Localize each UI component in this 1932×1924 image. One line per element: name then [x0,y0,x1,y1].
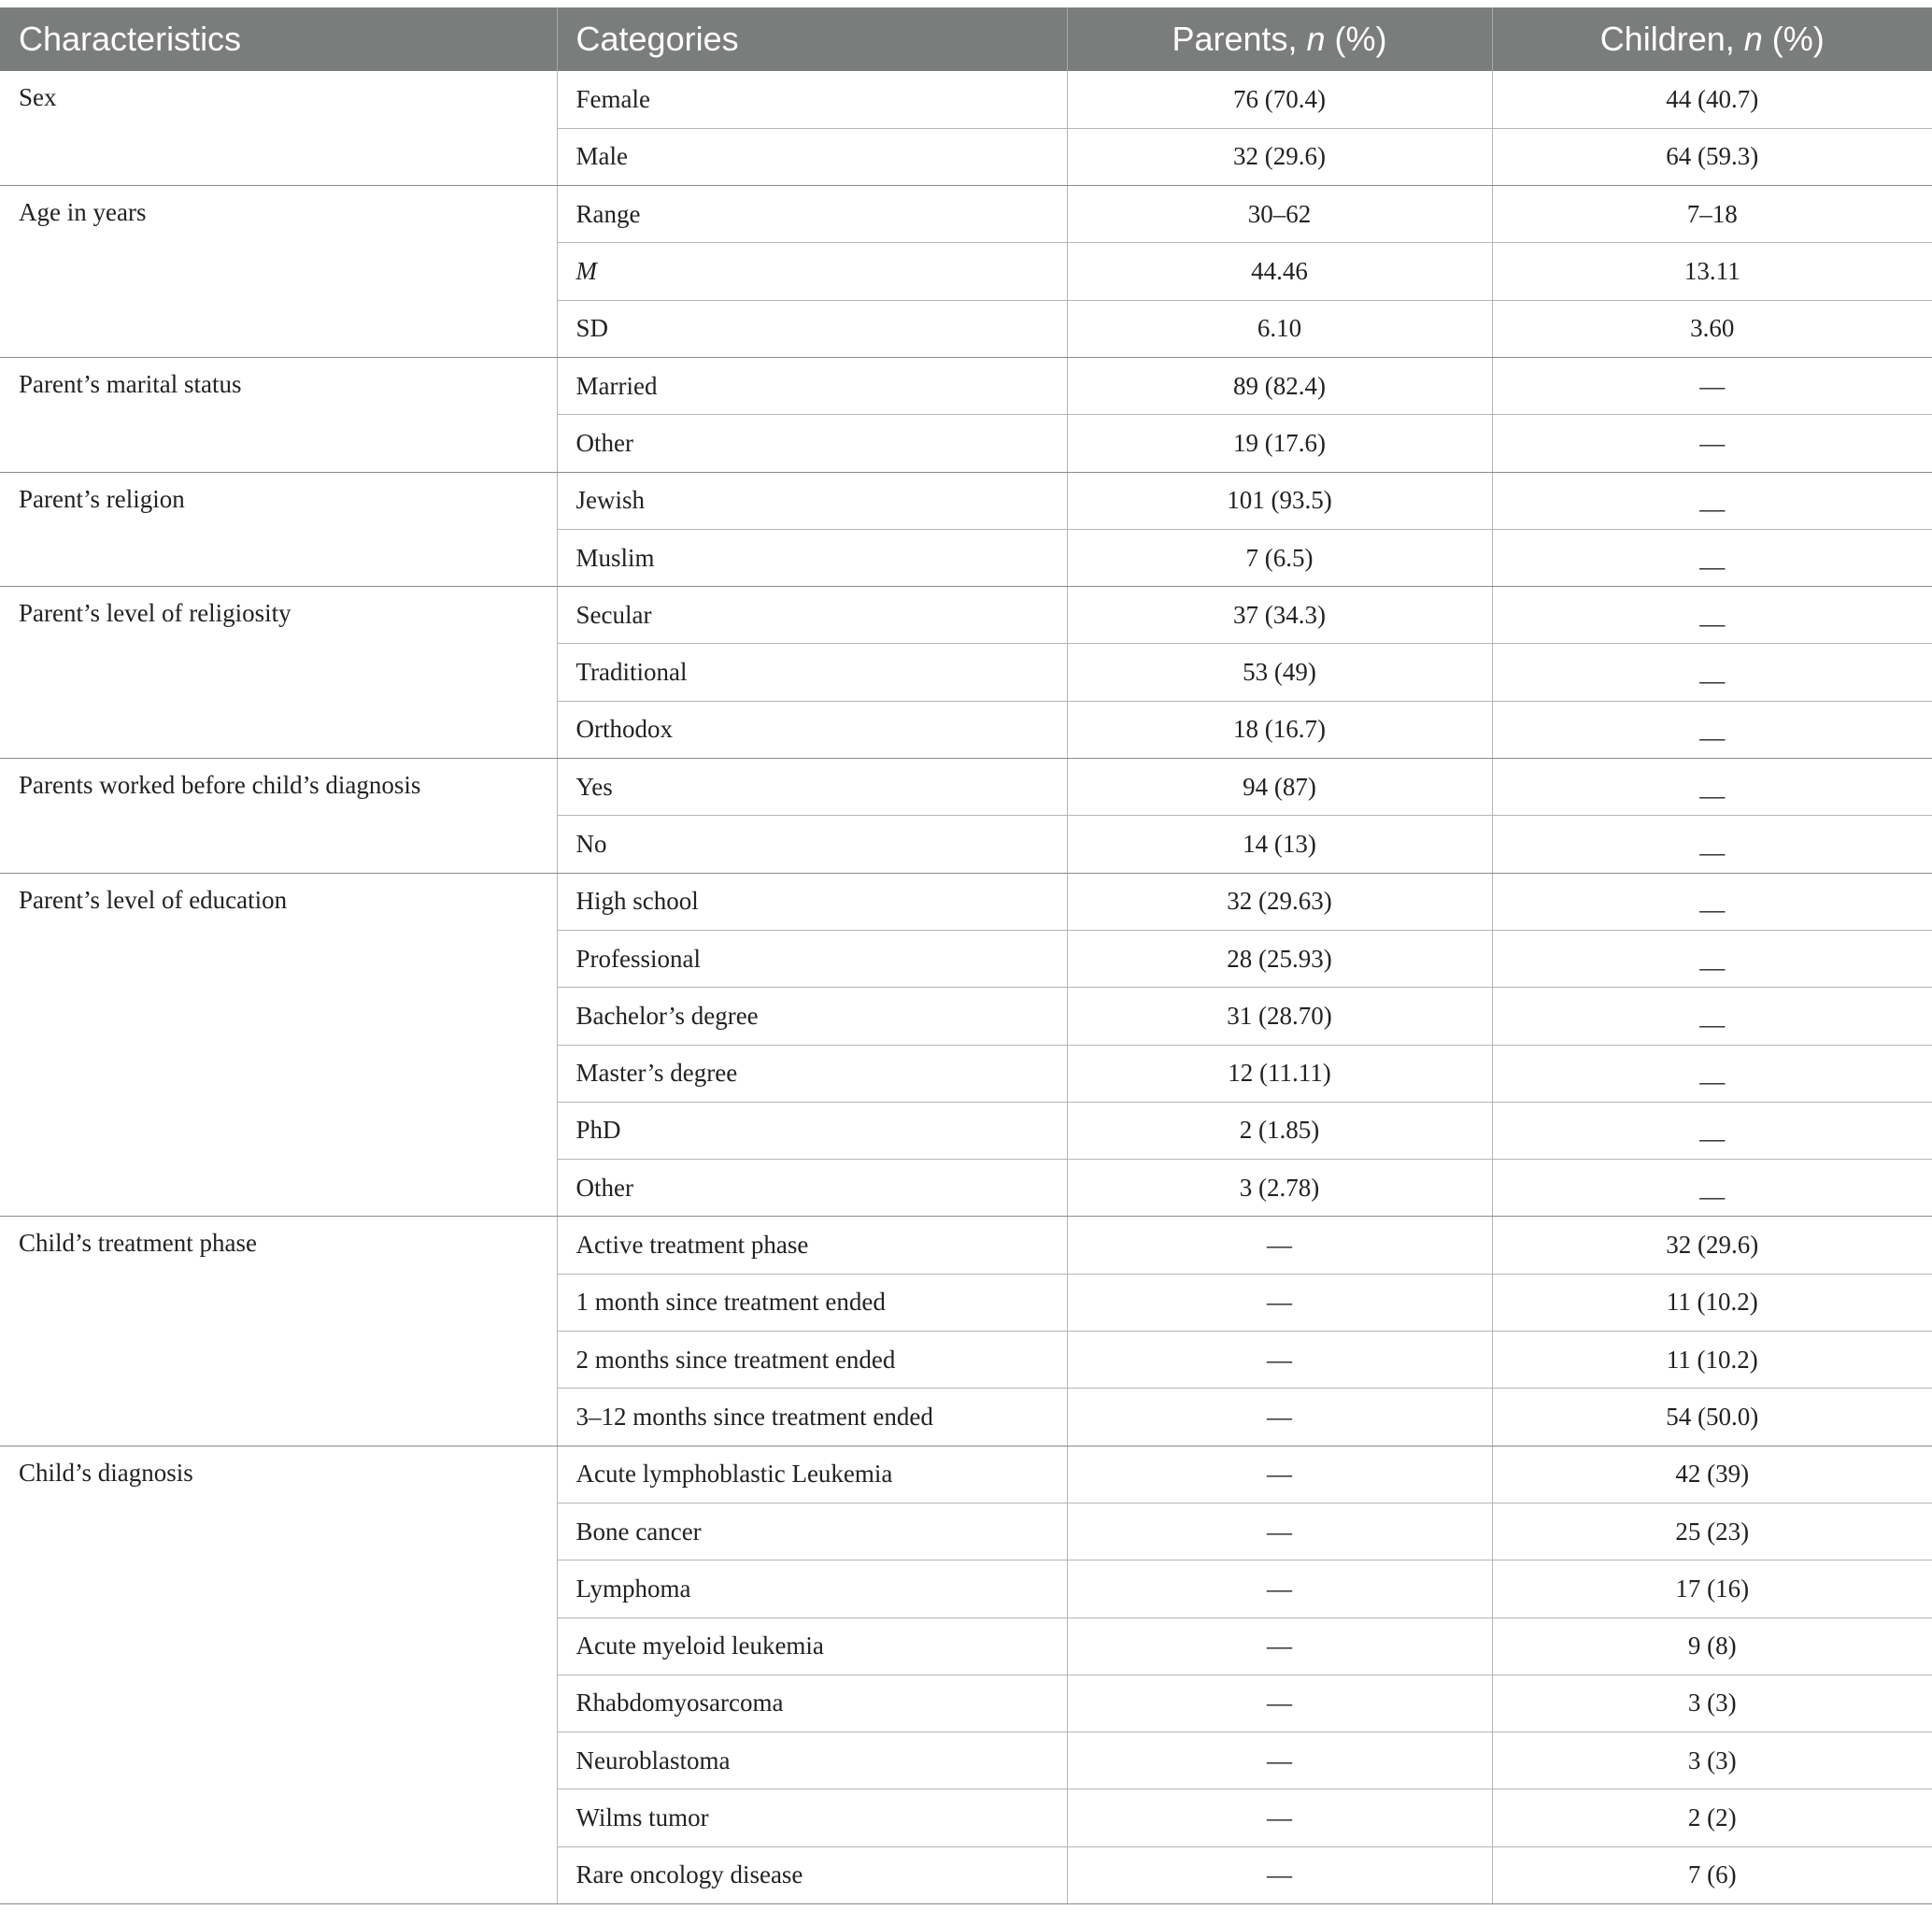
parents-cell: 3 (2.78) [1067,1160,1492,1217]
parents-cell: 18 (16.7) [1067,701,1492,758]
parents-cell: 6.10 [1067,300,1492,357]
parents-cell: 12 (11.11) [1067,1045,1492,1102]
category-cell: SD [557,300,1067,357]
parents-cell: 32 (29.6) [1067,128,1492,185]
header-parents-n: n [1306,20,1326,58]
category-cell: Secular [557,587,1067,644]
header-children-n: n [1743,20,1763,58]
children-cell: 7 (6) [1492,1846,1932,1903]
characteristic-cell: Child’s treatment phase [0,1217,557,1446]
category-cell: Active treatment phase [557,1217,1067,1274]
table-row [0,759,1932,816]
category-cell: Wilms tumor [557,1789,1067,1846]
children-cell: __ [1492,873,1932,930]
parents-cell: — [1067,1618,1492,1675]
category-cell: 1 month since treatment ended [557,1274,1067,1331]
category-cell: Other [557,415,1067,472]
children-cell: 13.11 [1492,243,1932,300]
category-cell: Range [557,186,1067,243]
characteristic-cell: Parent’s marital status [0,357,557,472]
children-cell: 2 (2) [1492,1789,1932,1846]
characteristic-cell: Parent’s religion [0,472,557,587]
children-cell: __ [1492,701,1932,758]
children-cell: 42 (39) [1492,1446,1932,1503]
parents-cell: 2 (1.85) [1067,1102,1492,1159]
children-cell: __ [1492,1102,1932,1159]
parents-cell: — [1067,1332,1492,1389]
children-cell: 25 (23) [1492,1503,1932,1560]
children-cell: 9 (8) [1492,1618,1932,1675]
table-row [0,71,1932,128]
children-cell: __ [1492,988,1932,1045]
table-row [0,1217,1932,1274]
parents-cell: 28 (25.93) [1067,930,1492,987]
children-cell: — [1492,357,1932,414]
parents-cell: — [1067,1732,1492,1789]
children-cell: 44 (40.7) [1492,71,1932,128]
category-cell: Rare oncology disease [557,1846,1067,1903]
parents-cell: 14 (13) [1067,816,1492,873]
children-cell: __ [1492,587,1932,644]
children-cell: 32 (29.6) [1492,1217,1932,1274]
category-cell: Rhabdomyosarcoma [557,1675,1067,1732]
table-row [0,357,1932,414]
children-cell: __ [1492,816,1932,873]
demographics-table [0,7,1932,1904]
table-header [0,7,1932,71]
children-cell: 17 (16) [1492,1561,1932,1618]
parents-cell: 89 (82.4) [1067,357,1492,414]
category-cell: Other [557,1160,1067,1217]
children-cell: __ [1492,529,1932,586]
children-cell: __ [1492,1160,1932,1217]
children-cell: 54 (50.0) [1492,1389,1932,1446]
header-children-pct: (%) [1762,20,1825,58]
children-cell: 11 (10.2) [1492,1274,1932,1331]
table-row [0,472,1932,529]
category-cell: Bone cancer [557,1503,1067,1560]
category-cell: Professional [557,930,1067,987]
parents-cell: 19 (17.6) [1067,415,1492,472]
table-row [0,587,1932,644]
parents-cell: — [1067,1846,1492,1903]
header-parents [1067,7,1492,71]
characteristic-cell: Sex [0,71,557,186]
children-cell: __ [1492,472,1932,529]
children-cell: 3 (3) [1492,1732,1932,1789]
table-body [0,71,1932,1904]
category-cell: Master’s degree [557,1045,1067,1102]
parents-cell: 7 (6.5) [1067,529,1492,586]
category-cell: Female [557,71,1067,128]
parents-cell: 37 (34.3) [1067,587,1492,644]
parents-cell: 44.46 [1067,243,1492,300]
children-cell: 7–18 [1492,186,1932,243]
parents-cell: 101 (93.5) [1067,472,1492,529]
characteristic-cell: Child’s diagnosis [0,1446,557,1903]
children-cell: 3.60 [1492,300,1932,357]
parents-cell: — [1067,1446,1492,1503]
parents-cell: 53 (49) [1067,644,1492,701]
category-cell: M [557,243,1067,300]
category-cell: Acute myeloid leukemia [557,1618,1067,1675]
category-cell: Lymphoma [557,1561,1067,1618]
table-row [0,186,1932,243]
children-cell: 64 (59.3) [1492,128,1932,185]
category-cell: Bachelor’s degree [557,988,1067,1045]
characteristic-cell: Parent’s level of religiosity [0,587,557,759]
characteristic-cell: Parents worked before child’s diagnosis [0,759,557,874]
category-cell: Muslim [557,529,1067,586]
category-cell: PhD [557,1102,1067,1159]
table-row [0,1446,1932,1503]
parents-cell: — [1067,1561,1492,1618]
header-characteristics: Characteristics [0,7,557,71]
category-cell: Traditional [557,644,1067,701]
category-cell: Neuroblastoma [557,1732,1067,1789]
category-cell: Orthodox [557,701,1067,758]
characteristic-cell: Parent’s level of education [0,873,557,1217]
category-cell: Jewish [557,472,1067,529]
parents-cell: — [1067,1503,1492,1560]
header-parents-pct: (%) [1325,20,1387,58]
header-categories: Categories [557,7,1067,71]
children-cell: __ [1492,930,1932,987]
parents-cell: 30–62 [1067,186,1492,243]
header-row [0,7,1932,71]
parents-cell: — [1067,1675,1492,1732]
category-cell: Yes [557,759,1067,816]
parents-cell: 31 (28.70) [1067,988,1492,1045]
parents-cell: — [1067,1789,1492,1846]
parents-cell: 94 (87) [1067,759,1492,816]
category-cell: Acute lymphoblastic Leukemia [557,1446,1067,1503]
category-cell: High school [557,873,1067,930]
parents-cell: — [1067,1274,1492,1331]
parents-cell: 32 (29.63) [1067,873,1492,930]
header-parents-label: Parents, [1172,20,1307,58]
parents-cell: — [1067,1389,1492,1446]
table-row [0,873,1932,930]
header-children-label: Children, [1599,20,1744,58]
children-cell: __ [1492,644,1932,701]
category-cell: Married [557,357,1067,414]
children-cell: __ [1492,759,1932,816]
parents-cell: — [1067,1217,1492,1274]
children-cell: — [1492,415,1932,472]
characteristic-cell: Age in years [0,186,557,358]
category-cell: 3–12 months since treatment ended [557,1389,1067,1446]
children-cell: __ [1492,1045,1932,1102]
category-cell: Male [557,128,1067,185]
children-cell: 3 (3) [1492,1675,1932,1732]
parents-cell: 76 (70.4) [1067,71,1492,128]
header-children [1492,7,1932,71]
children-cell: 11 (10.2) [1492,1332,1932,1389]
category-cell: No [557,816,1067,873]
category-cell: 2 months since treatment ended [557,1332,1067,1389]
